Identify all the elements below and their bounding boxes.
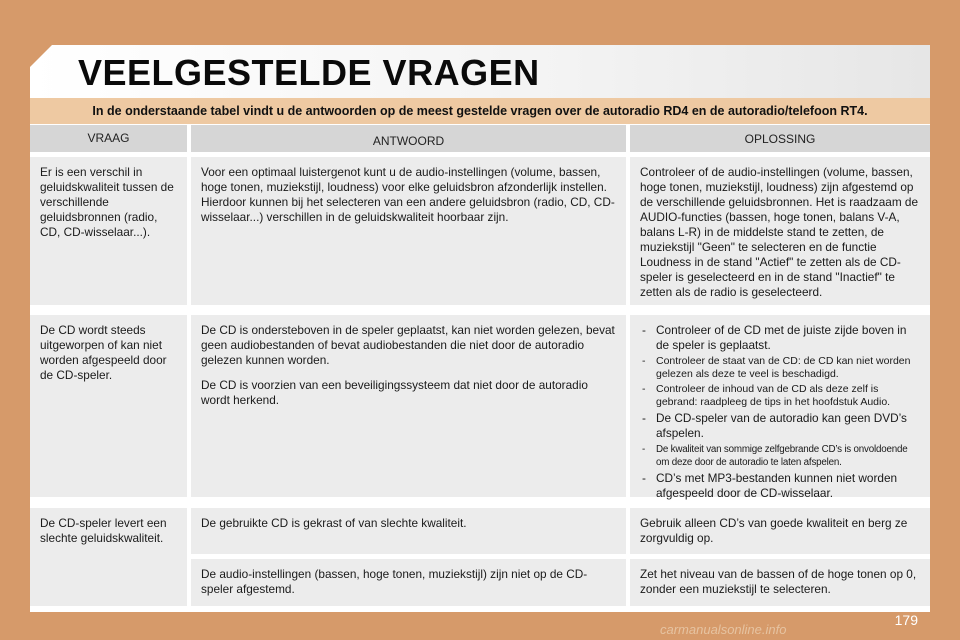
row-1-answer-text: Voor een optimaal luistergenot kunt u de audio-instellingen (volume, bassen, hoge tonen, muziekstijl, loudness) voor elke geluidsbron afzonderlijk instellen. Hierdoor kunnen bij het selecteren van een andere geluidsbron (radio, CD, CD-wisselaar...) verschillen in de geluidskwaliteit hoorbaar zijn.	[201, 165, 615, 224]
row-3a-solution-text: Gebruik alleen CD’s van goede kwaliteit en berg ze zorgvuldig op.	[640, 516, 908, 545]
list-item: - Controleer de staat van de CD: de CD kan niet worden gelezen als deze te veel is beschadigd.	[640, 355, 920, 381]
row-2-answer-paragraph-1: De CD is ondersteboven in de speler geplaatst, kan niet worden gelezen, bevat geen audiobestanden of bevat audiobestanden die niet door de autoradio gelezen kunnen worden.	[201, 323, 615, 367]
row-3b-answer-text: De audio-instellingen (bassen, hoge tonen, muziekstijl) zijn niet op de CD-speler afgestemd.	[201, 567, 588, 596]
column-header-solution	[630, 125, 930, 152]
row-3a-solution	[630, 508, 930, 554]
list-item: - De kwaliteit van sommige zelfgebrande CD’s is onvoldoende om deze door de autoradio te laten afspelen.	[640, 443, 920, 469]
page-number: 179	[894, 612, 918, 628]
page-title: VEELGESTELDE VRAGEN	[78, 52, 540, 93]
row-1-answer	[191, 157, 626, 305]
row-1-question	[30, 157, 187, 305]
list-item: - Controleer de inhoud van de CD als deze zelf is gebrand: raadpleeg de tips in het hoofdstuk Audio.	[640, 383, 920, 409]
row-3-question	[30, 508, 187, 606]
row-1-solution	[630, 157, 930, 305]
watermark: carmanualsonline.info	[660, 622, 787, 637]
column-header-solution-label: OPLOSSING	[744, 132, 816, 146]
row-1-question-text: Er is een verschil in geluidskwaliteit tussen de verschillende geluidsbronnen (radio, CD, CD-wisselaar...).	[40, 165, 174, 239]
row-2-question	[30, 315, 187, 497]
column-header-question-label: VRAAG	[87, 131, 130, 145]
row-2-solution-list	[640, 323, 920, 501]
row-3b-solution	[630, 559, 930, 606]
row-3b-solution-text: Zet het niveau van de bassen of de hoge tonen op 0, zonder een muziekstijl te selecteren.	[640, 567, 917, 596]
column-header-answer-label: ANTWOORD	[372, 134, 445, 148]
column-header-answer	[191, 125, 626, 152]
row-2-solution	[630, 315, 930, 500]
row-3b-answer	[191, 559, 626, 606]
row-2-answer-paragraph-2: De CD is voorzien van een beveiligingssysteem dat niet door de autoradio wordt herkend.	[201, 378, 588, 407]
row-3-question-text: De CD-speler levert een slechte geluidskwaliteit.	[40, 516, 167, 545]
list-item: - Controleer of de CD met de juiste zijde boven in de speler is geplaatst.	[640, 323, 920, 353]
row-3a-answer-text: De gebruikte CD is gekrast of van slechte kwaliteit.	[201, 516, 467, 530]
list-item: - CD’s met MP3-bestanden kunnen niet worden afgespeeld door de CD-wisselaar.	[640, 471, 920, 501]
page-subtitle: In de onderstaande tabel vindt u de antwoorden op de meest gestelde vragen over de autoradio RD4 en de autoradio/telefoon RT4.	[30, 98, 930, 124]
row-3a-answer	[191, 508, 626, 554]
row-2-answer	[191, 315, 626, 497]
column-header-question	[30, 125, 187, 152]
row-2-question-text: De CD wordt steeds uitgeworpen of kan niet worden afgespeeld door de CD-speler.	[40, 323, 167, 382]
row-1-solution-text: Controleer of de audio-instellingen (volume, bassen, hoge tonen, muziekstijl, loudness) zijn afgestemd op de verschillende geluidsbronnen. Het is raadzaam de AUDIO-functies (bassen, hoge tonen, balans V-A, balans L-R) in de middelste stand te zetten, de muziekstijl "Geen" te selecteren en de functie Loudness in de stand "Actief" te zetten als de CD-speler is geselecteerd en in de stand "Inactief" te zetten als de radio is geselecteerd.	[640, 165, 919, 299]
list-item: - De CD-speler van de autoradio kan geen DVD’s afspelen.	[640, 411, 920, 441]
corner-cut	[0, 45, 52, 97]
